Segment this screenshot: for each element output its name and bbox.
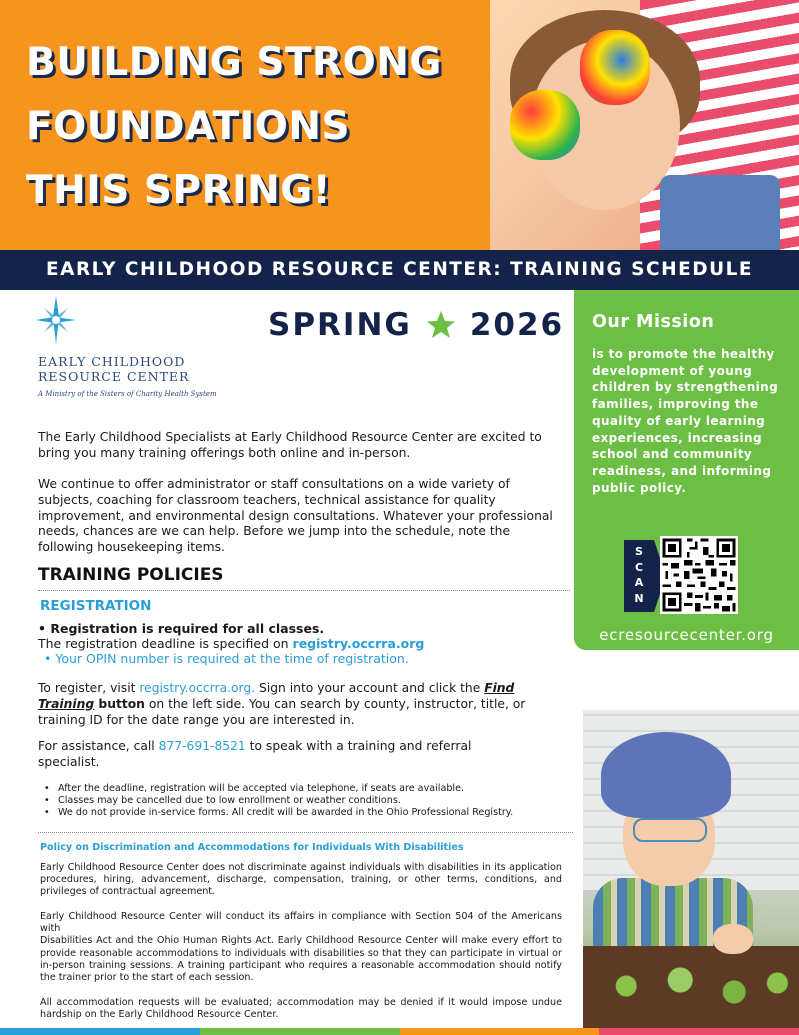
disability-policy-heading: Policy on Discrimination and Accommodations for Individuals With Disabilities — [40, 842, 464, 853]
disability-paragraph-2: Early Childhood Resource Center will conduct its affairs in compliance with Section 504 of the Americans with Disabilities Act and the Ohio Human Rights Act. Early Childhood Resource Center will make every effort to provide reasonable accommodations to individuals with disabilities so that they can participate in virtual or in-person training sessions. A training participant who requires a reasonable accommodation should notify the trainer prior to the start of each session. — [40, 911, 562, 984]
season-year: 2026 — [469, 307, 565, 343]
registry-link[interactable]: registry.occrra.org — [292, 636, 425, 651]
stripe-segment — [400, 1028, 600, 1035]
list-item: • After the deadline, registration will be accepted via telephone, if seats are available. — [40, 783, 580, 795]
intro-paragraph-1: The Early Childhood Specialists at Early Childhood Resource Center are excited to bring you many training offerings both online and in-person. — [38, 430, 542, 460]
mission-panel — [574, 290, 799, 650]
list-item: • Classes may be cancelled due to low enrollment or weather conditions. — [40, 795, 580, 807]
banner-title: EARLY CHILDHOOD RESOURCE CENTER: TRAINING SCHEDULE — [45, 259, 754, 280]
dotted-divider — [38, 590, 570, 591]
website-url[interactable]: ecresourcecenter.org — [599, 626, 774, 644]
qr-code-icon[interactable] — [660, 536, 738, 614]
season-heading — [268, 304, 564, 346]
hero-title-line-2: FOUNDATIONS — [26, 104, 351, 149]
stripe-segment — [599, 1028, 799, 1035]
training-policies-heading: TRAINING POLICIES — [38, 565, 224, 585]
policy-notes-list — [40, 783, 580, 820]
dotted-divider — [38, 832, 573, 833]
organization-logo-name: EARLY CHILDHOOD RESOURCE CENTER — [38, 354, 190, 384]
star-icon — [426, 310, 456, 340]
photo-child-gardening — [583, 710, 799, 1028]
scan-label: S C A N — [634, 545, 644, 605]
footer-color-stripe — [0, 1028, 799, 1035]
find-training-label: Find Training — [38, 681, 515, 711]
disability-paragraph-1: Early Childhood Resource Center does not discriminate against individuals with disabilities in its application procedures, hiring, advancement, discharge, compensation, training, or other terms, conditions, and privileges of contractual agreement. — [40, 862, 562, 898]
mission-title: Our Mission — [592, 312, 715, 332]
assistance-text: For assistance, call 877-691-8521 to speak with a training and referral specialist. — [38, 739, 472, 769]
registration-deadline-text: The registration deadline is specified on registry.occrra.org — [38, 636, 425, 651]
compass-star-logo-icon — [36, 296, 76, 344]
stripe-segment — [200, 1028, 400, 1035]
hero-banner — [0, 0, 799, 250]
registry-link-2[interactable]: registry.occrra.org. — [139, 681, 256, 695]
hero-title-line-1: BUILDING STRONG — [26, 40, 442, 85]
mission-text: is to promote the healthy development of young children by strengthening families, improving the quality of early learning experiences, increasing school and community readiness, and informing public policy. — [592, 347, 779, 495]
intro-paragraph-2: We continue to offer administrator or staff consultations on a wide variety of subjects, coaching for classroom teachers, technical assistance for quality improvement, and environmental design consultations. Whatever your professional needs, chances are we can help. Before we jump into the schedule, note the following housekeeping items. — [38, 477, 553, 555]
phone-link[interactable]: 877-691-8521 — [158, 739, 246, 753]
hero-photo-girl-painted-hands — [490, 0, 799, 250]
stripe-segment — [0, 1028, 200, 1035]
hero-title-line-3: THIS SPRING! — [26, 168, 332, 213]
register-instructions: To register, visit registry.occrra.org. Sign into your account and click the Find Training button on the left side. You can search by county, instructor, title, or training ID for the date range you are interested in. — [38, 681, 526, 727]
registration-heading: REGISTRATION — [40, 598, 152, 614]
title-banner — [0, 250, 799, 290]
organization-tagline: A Ministry of the Sisters of Charity Health System — [38, 390, 217, 398]
season-word: SPRING — [268, 307, 412, 343]
opin-requirement-text: • Your OPIN number is required at the time of registration. — [44, 651, 409, 666]
list-item: • We do not provide in-service forms. All credit will be awarded in the Ohio Professional Registry. — [40, 807, 580, 819]
registration-required-text: • Registration is required for all classes. — [38, 621, 325, 636]
disability-paragraph-3: All accommodation requests will be evaluated; accommodation may be denied if it would impose undue hardship on the Early Childhood Resource Center. — [40, 997, 562, 1021]
